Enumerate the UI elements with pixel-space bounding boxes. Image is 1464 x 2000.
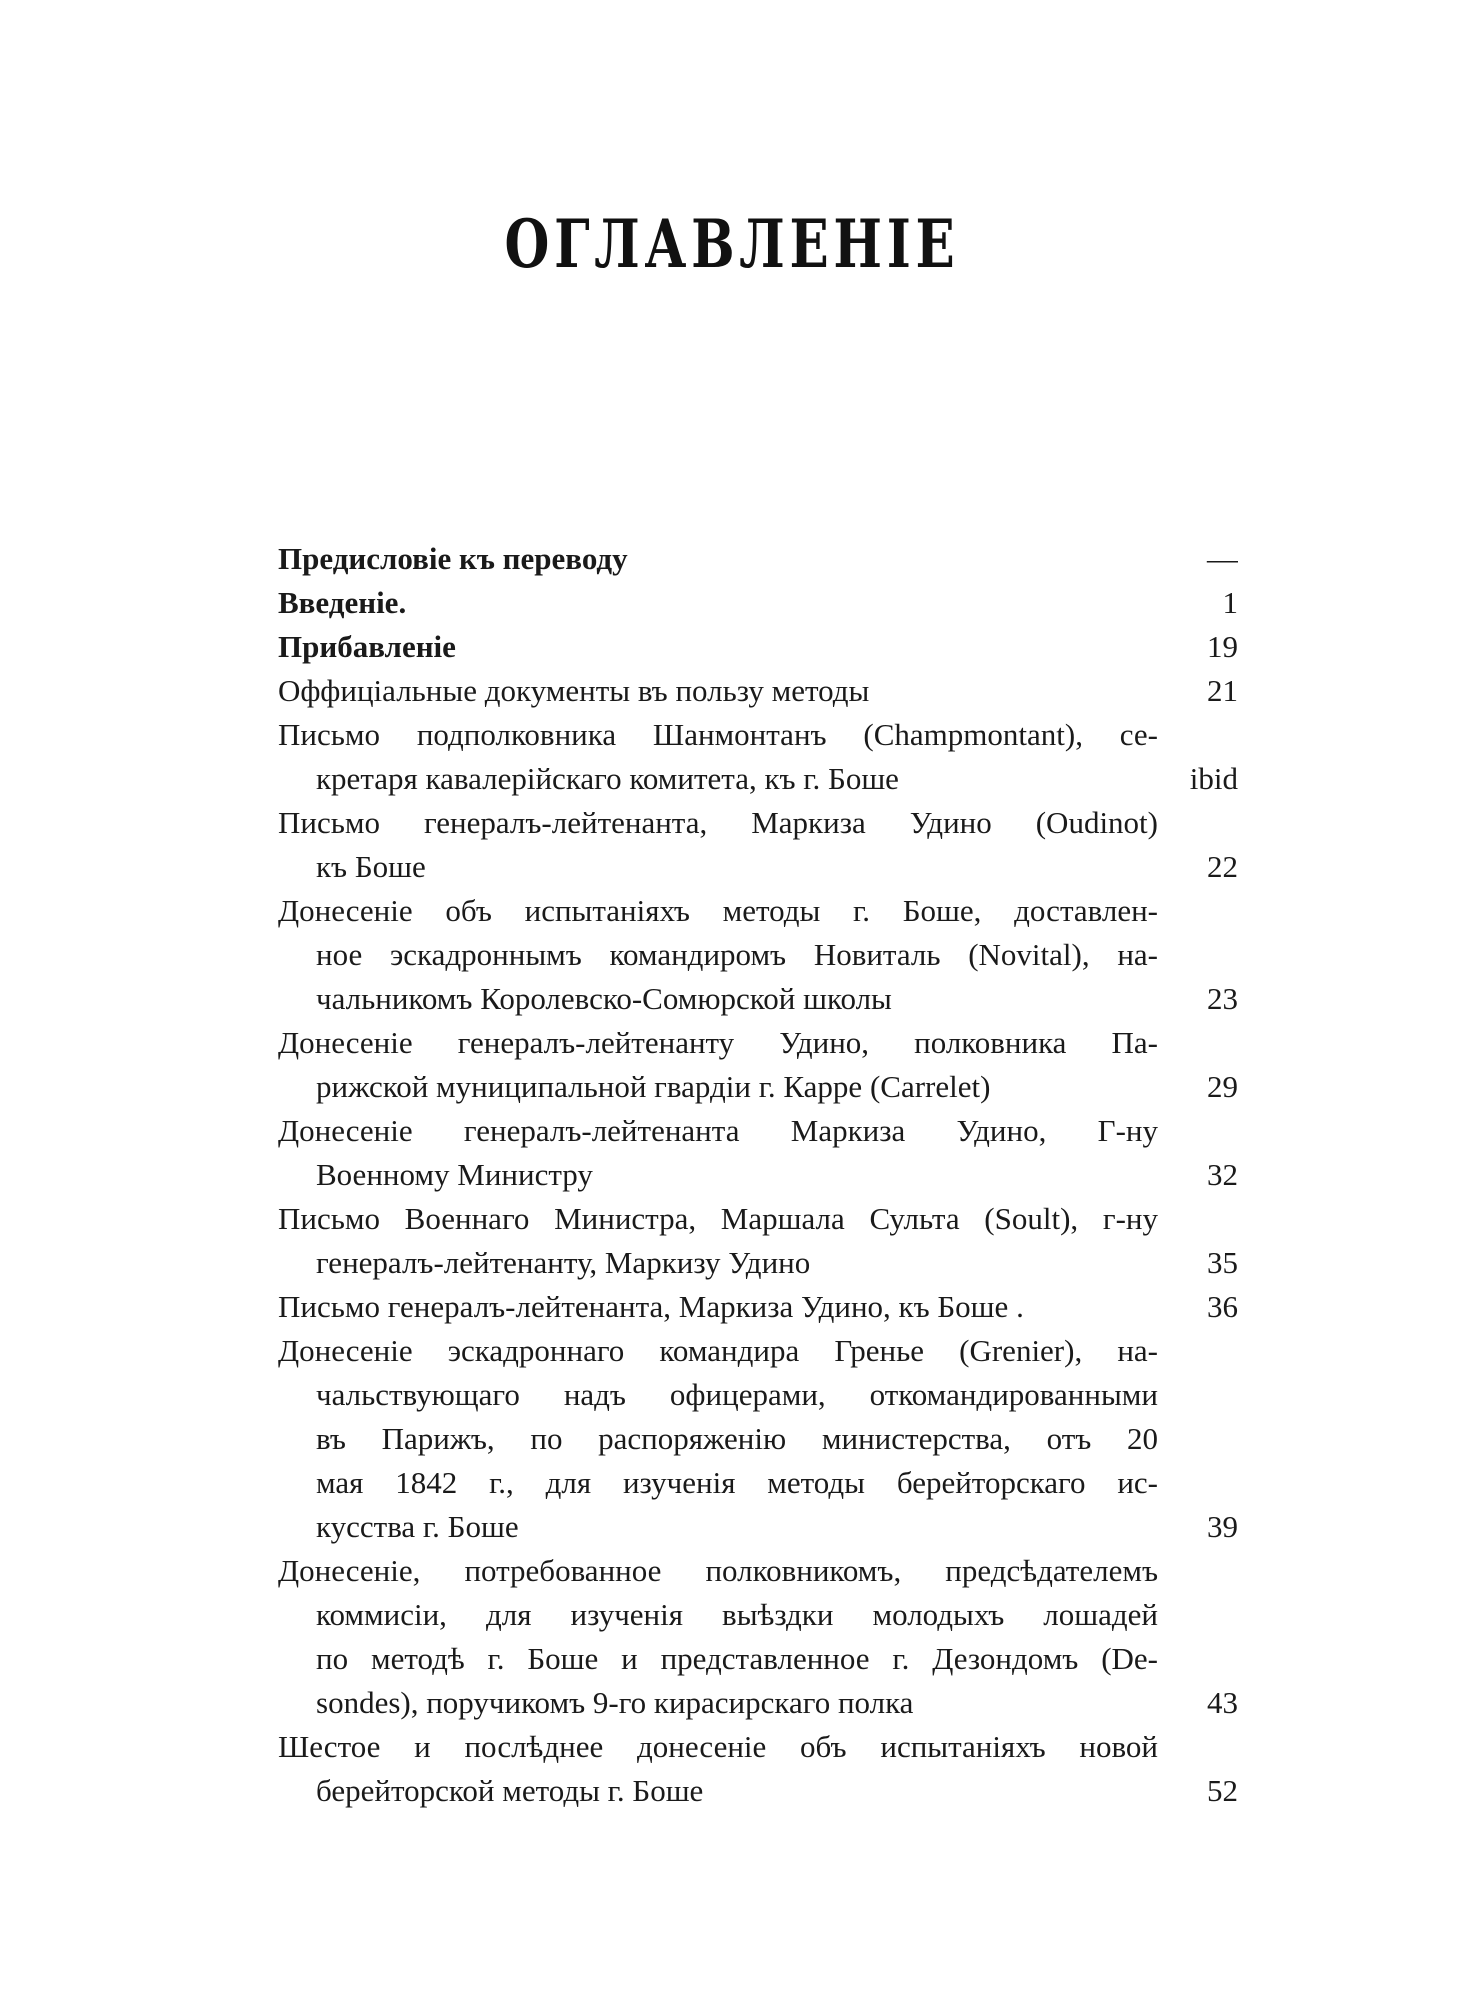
toc-entry-text: берейторской методы г. Боше (316, 1769, 711, 1813)
toc-entry-text: кусства г. Боше (316, 1505, 527, 1549)
toc-line (278, 1197, 1238, 1241)
toc-entry-text: Донесеніе генералъ-лейтенанту Удино, полковника Па- (278, 1021, 1158, 1065)
toc-entry (278, 669, 1238, 713)
toc-entry-text: Донесеніе объ испытаніяхъ методы г. Боше, доставлен- (278, 889, 1158, 933)
toc-line (278, 845, 1238, 889)
page-number: ibid (1168, 757, 1238, 801)
page-number: 29 (1168, 1065, 1238, 1109)
toc-line (278, 1637, 1238, 1681)
toc-line (278, 1373, 1238, 1417)
toc-line (278, 713, 1238, 757)
toc-entry (278, 713, 1238, 801)
page-number: 35 (1168, 1241, 1238, 1285)
toc-entry-text: Письмо Военнаго Министра, Маршала Сульта (Soult), г-ну (278, 1197, 1158, 1241)
toc-line (278, 1153, 1238, 1197)
page-number: 43 (1168, 1681, 1238, 1725)
toc-entry-text: ное эскадроннымъ командиромъ Новиталь (Novital), на- (316, 933, 1158, 977)
page-number: 39 (1168, 1505, 1238, 1549)
toc-entry-text: sondes), поручикомъ 9-го кирасирскаго полка (316, 1681, 921, 1725)
toc-entry (278, 801, 1238, 889)
toc-line (278, 1021, 1238, 1065)
toc-entry-text: генералъ-лейтенанту, Маркизу Удино (316, 1241, 818, 1285)
toc-entry-text: Предисловіе къ переводу (278, 537, 636, 581)
toc-entry-text: Письмо генералъ-лейтенанта, Маркиза Удино, къ Боше . (278, 1285, 1032, 1329)
toc-entry-text: Введеніе. (278, 581, 414, 625)
page-number: 1 (1168, 581, 1238, 625)
toc-entry-text: по методѣ г. Боше и представленное г. Дезондомъ (De- (316, 1637, 1158, 1681)
toc-entry-text: Письмо генералъ-лейтенанта, Маркиза Удино (Oudinot) (278, 801, 1158, 845)
toc-entry-text: къ Боше (316, 845, 434, 889)
toc-line (278, 669, 1238, 713)
page-number: 52 (1168, 1769, 1238, 1813)
page-number: 36 (1168, 1285, 1238, 1329)
toc-entry-text: коммисіи, для изученія выѣздки молодыхъ лошадей (316, 1593, 1158, 1637)
toc-entry-text: кретаря кавалерійскаго комитета, къ г. Боше (316, 757, 907, 801)
toc-line (278, 1285, 1238, 1329)
toc-line (278, 757, 1238, 801)
toc-line (278, 1681, 1238, 1725)
page-number: 19 (1168, 625, 1238, 669)
toc-entry-text: въ Парижъ, по распоряженію министерства, отъ 20 (316, 1417, 1158, 1461)
toc-entry-text: Письмо подполковника Шанмонтанъ (Champmontant), се- (278, 713, 1158, 757)
toc-line (278, 1065, 1238, 1109)
toc-entry (278, 537, 1238, 581)
toc-entry-text: Донесеніе генералъ-лейтенанта Маркиза Удино, Г-ну (278, 1109, 1158, 1153)
toc-line (278, 1241, 1238, 1285)
toc-line (278, 1417, 1238, 1461)
page-number: 23 (1168, 977, 1238, 1021)
toc-entry-text: рижской муниципальной гвардіи г. Карре (Carrelet) (316, 1065, 998, 1109)
toc-entry-text: мая 1842 г., для изученія методы берейторскаго ис- (316, 1461, 1158, 1505)
toc-line (278, 1593, 1238, 1637)
toc-entry-text: Военному Министру (316, 1153, 601, 1197)
toc-entry-text: чальникомъ Королевско-Сомюрской школы (316, 977, 900, 1021)
toc-line (278, 1505, 1238, 1549)
toc-line (278, 889, 1238, 933)
toc-entry (278, 1285, 1238, 1329)
toc-line (278, 1725, 1238, 1769)
toc-entry (278, 1197, 1238, 1285)
toc-entry (278, 1109, 1238, 1197)
toc-line (278, 933, 1238, 977)
toc-entry-text: Донесеніе, потребованное полковникомъ, предсѣдателемъ (278, 1549, 1158, 1593)
toc-entry (278, 889, 1238, 1021)
table-of-contents (278, 537, 1238, 1813)
toc-entry-text: Оффиціальные документы въ пользу методы (278, 669, 877, 713)
toc-line (278, 1769, 1238, 1813)
toc-entry (278, 1725, 1238, 1813)
toc-entry (278, 1021, 1238, 1109)
toc-entry (278, 1329, 1238, 1549)
toc-line (278, 537, 1238, 581)
toc-entry-text: Донесеніе эскадроннаго командира Греньe (Grenier), на- (278, 1329, 1158, 1373)
page-number: — (1168, 537, 1238, 581)
toc-line (278, 801, 1238, 845)
toc-line (278, 1109, 1238, 1153)
toc-line (278, 1461, 1238, 1505)
toc-line (278, 1329, 1238, 1373)
page-number: 22 (1168, 845, 1238, 889)
toc-entry-text: чальствующаго надъ офицерами, откомандированными (316, 1373, 1158, 1417)
toc-line (278, 581, 1238, 625)
toc-entry (278, 1549, 1238, 1725)
toc-entry (278, 625, 1238, 669)
page-title: ОГЛАВЛЕНІЕ (504, 205, 960, 283)
page-number: 32 (1168, 1153, 1238, 1197)
toc-entry-text: Шестое и послѣднее донесеніе объ испытаніяхъ новой (278, 1725, 1158, 1769)
toc-line (278, 977, 1238, 1021)
page-number: 21 (1168, 669, 1238, 713)
toc-line (278, 1549, 1238, 1593)
toc-line (278, 625, 1238, 669)
toc-entry-text: Прибавленіе (278, 625, 464, 669)
toc-entry (278, 581, 1238, 625)
